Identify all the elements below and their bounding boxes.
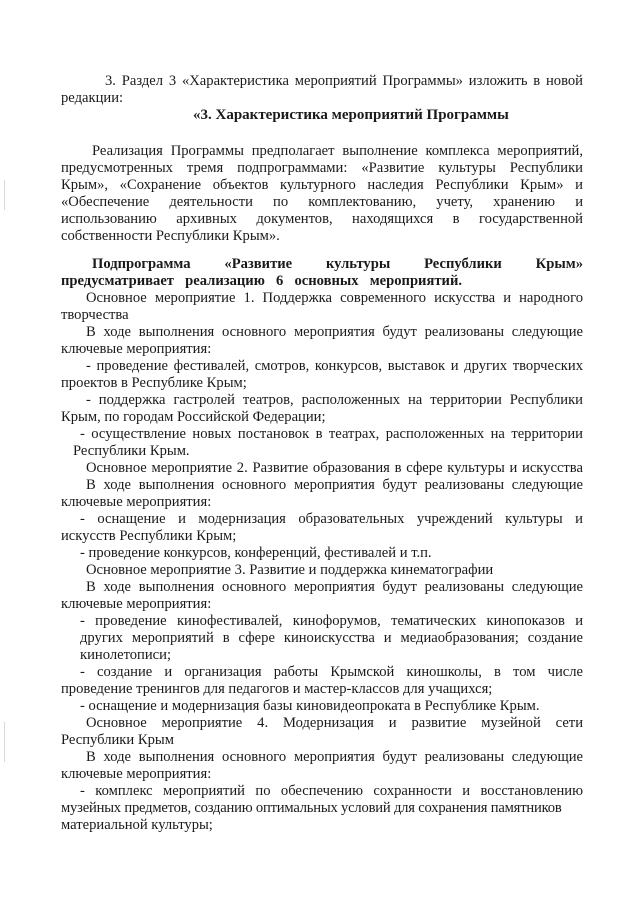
text-line: Основное мероприятие 1. Поддержка современного искусства и народного — [86, 290, 583, 306]
text-line: ключевые мероприятия: — [61, 596, 212, 612]
text-line: собственности Республики Крым». — [61, 228, 280, 244]
subprogram-heading: Подпрограмма «Развитие культуры Республики Крым» — [92, 256, 583, 272]
text-line: материальной культуры; — [61, 817, 213, 833]
text-line: предусмотренных тремя подпрограммами: «Развитие культуры Республики — [61, 160, 583, 176]
text-line: Основное мероприятие 2. Развитие образования в сфере культуры и искусства — [86, 460, 583, 476]
text-line: Основное мероприятие 3. Развитие и поддержка кинематографии — [86, 562, 494, 578]
list-item: - оснащение и модернизация образовательных учреждений культуры и — [80, 511, 583, 527]
text-line: В ходе выполнения основного мероприятия будут реализованы следующие — [86, 324, 583, 340]
text-line: Реализация Программы предполагает выполнение комплекса мероприятий, — [92, 143, 583, 159]
text-line: В ходе выполнения основного мероприятия будут реализованы следующие — [86, 477, 583, 493]
list-item: - проведение кинофестивалей, кинофорумов, тематических кинопоказов и — [80, 613, 583, 629]
list-item: - комплекс мероприятий по обеспечению сохранности и восстановлению — [80, 783, 583, 799]
list-item: - создание и организация работы Крымской киношколы, в том числе — [80, 664, 583, 680]
text-line: ключевые мероприятия: — [61, 766, 212, 782]
text-line: Основное мероприятие 4. Модернизация и развитие музейной сети — [86, 715, 583, 731]
subprogram-heading: предусматривает реализацию 6 основных мероприятий. — [61, 273, 462, 289]
text-line: Крым», «Сохранение объектов культурного наследия Республики Крым» и — [61, 177, 583, 193]
list-item: - поддержка гастролей театров, расположенных на территории Республики — [86, 392, 583, 408]
text-line: проведение тренингов для педагогов и мастер-классов для учащихся; — [61, 681, 493, 697]
text-line: «Обеспечение деятельности по комплектованию, учету, хранению и — [61, 194, 583, 210]
text-line: ключевые мероприятия: — [61, 341, 212, 357]
text-line: Республики Крым — [61, 732, 174, 748]
text-line: 3. Раздел 3 «Характеристика мероприятий Программы» изложить в новой — [105, 73, 583, 89]
text-line: В ходе выполнения основного мероприятия будут реализованы следующие — [86, 749, 583, 765]
list-item: - проведение фестивалей, смотров, конкурсов, выставок и других творческих — [86, 358, 583, 374]
list-item: - проведение конкурсов, конференций, фестивалей и т.п. — [80, 545, 432, 561]
text-line: искусств Республики Крым; — [61, 528, 237, 544]
text-line: ключевые мероприятия: — [61, 494, 212, 510]
text-line: использованию архивных документов, находящихся в государственной — [61, 211, 583, 227]
text-line: музейных предметов, созданию оптимальных условий для сохранения памятников — [61, 800, 562, 816]
text-line: проектов в Республике Крым; — [61, 375, 247, 391]
text-line: творчества — [61, 307, 129, 323]
scan-margin-mark — [4, 722, 5, 762]
text-line: кинолетописи; — [80, 647, 172, 663]
list-item: - осуществление новых постановок в театрах, расположенных на территории — [80, 426, 583, 442]
scan-margin-mark — [4, 180, 5, 210]
text-line: других мероприятий в сфере киноискусства и медиаобразования; создание — [80, 630, 583, 646]
section-heading: «3. Характеристика мероприятий Программы — [193, 107, 509, 123]
text-line: редакции: — [61, 90, 124, 106]
text-line: Республики Крым. — [73, 443, 190, 459]
text-line: В ходе выполнения основного мероприятия будут реализованы следующие — [86, 579, 583, 595]
text-line: Крым, по городам Российской Федерации; — [61, 409, 326, 425]
list-item: - оснащение и модернизация базы киновидеопроката в Республике Крым. — [80, 698, 540, 714]
